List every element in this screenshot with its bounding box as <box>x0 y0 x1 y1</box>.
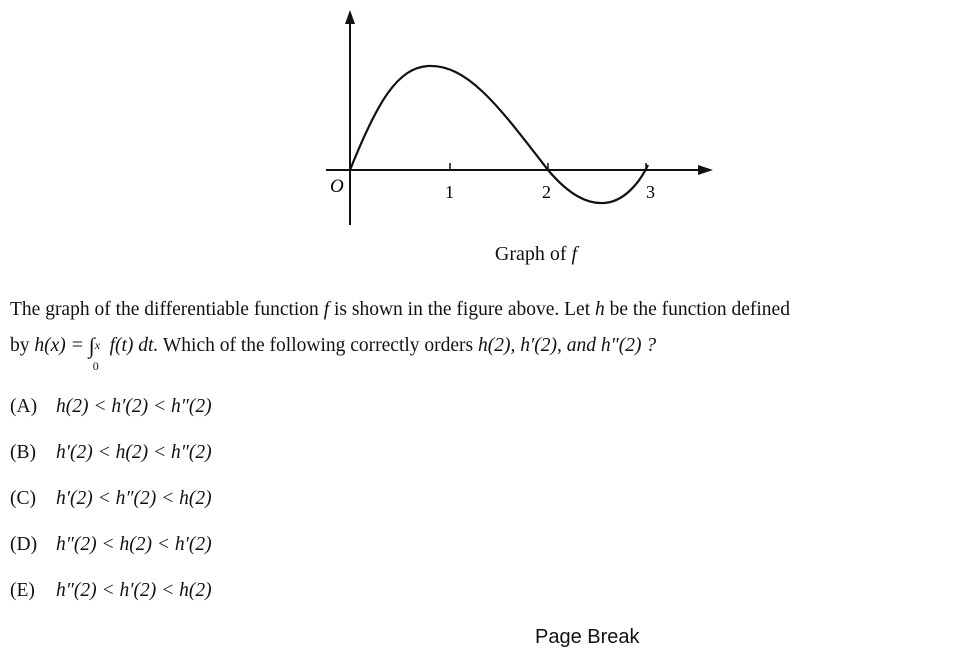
option-b[interactable] <box>10 442 212 464</box>
q-var-f: f <box>323 299 330 320</box>
page-break-label: Page Break <box>535 626 640 648</box>
option-label: (E) <box>10 580 35 601</box>
option-c[interactable] <box>10 488 212 510</box>
integral-limits <box>92 337 105 373</box>
question-text <box>10 293 975 373</box>
q-var-h: h <box>595 299 605 320</box>
option-text: h″(2) < h(2) < h′(2) <box>56 534 212 555</box>
option-text: h′(2) < h″(2) < h(2) <box>56 488 212 509</box>
tick-label-1: 1 <box>445 182 454 202</box>
caption-var: f <box>571 243 578 265</box>
integral-lower: 0 <box>92 358 99 373</box>
y-axis-arrow-icon <box>345 10 355 24</box>
figure-caption <box>0 243 980 266</box>
option-label: (A) <box>10 396 38 417</box>
q-text-a: The graph of the differentiable function <box>10 299 319 320</box>
q-by: by <box>10 335 30 356</box>
q-hx: h(x) = <box>34 335 84 356</box>
option-d[interactable] <box>10 534 212 556</box>
q-terms: h(2), h′(2), and h″(2) ? <box>478 335 657 356</box>
x-axis-arrow-icon <box>698 165 713 175</box>
integral-upper: x <box>94 337 101 352</box>
x-axis <box>326 165 713 175</box>
integral-sign-icon: ∫ <box>88 333 95 358</box>
option-a[interactable] <box>10 396 212 418</box>
graph-of-f <box>300 0 730 240</box>
tick-label-2: 2 <box>542 182 551 202</box>
q-text-b: is shown in the figure above. Let <box>333 299 591 320</box>
q-integrand: f(t) dt. <box>109 335 159 356</box>
option-text: h″(2) < h′(2) < h(2) <box>56 580 212 601</box>
origin-label: O <box>330 176 344 197</box>
y-axis <box>345 10 355 225</box>
question-line-2 <box>10 327 975 373</box>
q-rest: Which of the following correctly orders <box>162 335 474 356</box>
option-label: (D) <box>10 534 38 555</box>
curve-f <box>350 66 648 203</box>
option-label: (C) <box>10 488 36 509</box>
option-e[interactable] <box>10 580 212 602</box>
question-line-1 <box>10 293 975 327</box>
option-text: h(2) < h′(2) < h″(2) <box>56 396 212 417</box>
tick-label-3: 3 <box>646 182 655 202</box>
q-text-c: be the function defined <box>609 299 790 320</box>
option-text: h′(2) < h(2) < h″(2) <box>56 442 212 463</box>
caption-prefix: Graph of <box>494 243 567 265</box>
option-label: (B) <box>10 442 36 463</box>
